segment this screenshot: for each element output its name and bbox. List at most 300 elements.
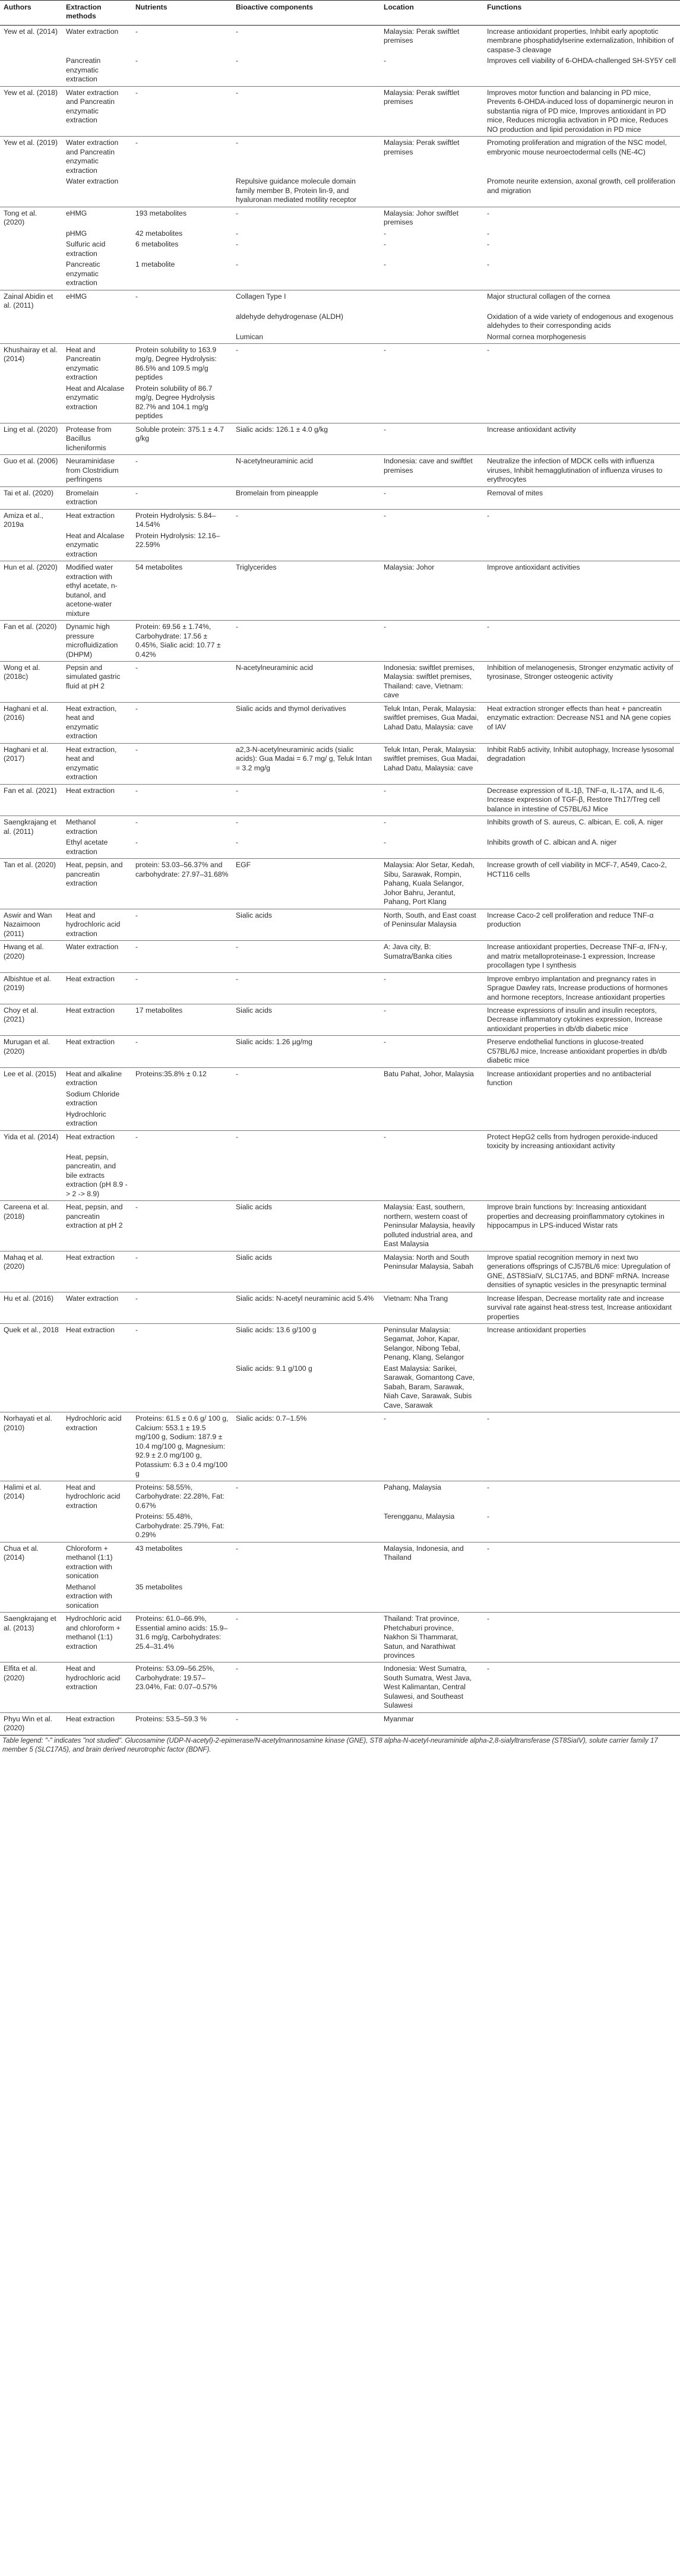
cell-functions: - [487, 1512, 490, 1521]
cell-functions: Increase expressions of insulin and insulin receptors, Decrease inflammatory cytokines expression, Increase antioxidant properties in db/db diabetic mice [483, 1004, 680, 1035]
cell-extraction-method: Ethyl acetate extraction [66, 838, 108, 856]
cell-functions: - [483, 343, 680, 384]
cell-nutrients: - [135, 56, 138, 65]
cell-authors: Fan et al. (2021) [0, 784, 62, 816]
cell-location: Malaysia: Johor swiftlet premises [380, 207, 483, 229]
cell-nutrients: 42 metabolites [135, 229, 183, 238]
cell-functions: Improve embryo implantation and pregnancy rates in Sprague Dawley rats, Increase productions of hormones and hormone receptors, Increase antioxidant properties [483, 972, 680, 1004]
cell-bioactive-components: - [232, 509, 380, 531]
cell-extraction-method: Heat extraction [62, 972, 132, 1004]
cell-authors [0, 1090, 62, 1110]
cell-location: Malaysia: Perak swiftlet premises [380, 86, 483, 136]
cell-nutrients: 35 metabolites [135, 1582, 183, 1591]
cell-location [380, 532, 483, 561]
cell-extraction-method: Water extraction and Pancreatin enzymatic extraction [62, 86, 132, 136]
table-row [0, 702, 680, 743]
cell-extraction-method: Heat, pepsin, and pancreatin extraction at pH 2 [62, 1201, 132, 1251]
cell-authors [0, 177, 62, 207]
cell-bioactive-components: Collagen Type I [232, 290, 380, 312]
table-row [0, 343, 680, 384]
cell-bioactive-components: - [232, 1130, 380, 1152]
cell-extraction-method: Sulfuric acid extraction [66, 240, 106, 258]
cell-authors: Yida et al. (2014) [0, 1130, 62, 1152]
cell-nutrients: - [132, 1251, 232, 1292]
cell-nutrients: - [132, 137, 232, 177]
cell-authors: Khushairay et al. (2014) [0, 343, 62, 384]
cell-authors: Mahaq et al. (2020) [0, 1251, 62, 1292]
cell-extraction-method: Hydrochloric acid extraction [62, 1412, 132, 1481]
header-location: Location [380, 1, 483, 26]
table-row [0, 384, 680, 423]
header-nutrients: Nutrients [132, 1, 232, 26]
header-extraction-methods: Extraction methods [62, 1, 132, 26]
cell-nutrients: Protein: 69.56 ± 1.74%, Carbohydrate: 17.56 ± 0.45%, Sialic acid: 10.77 ± 0.42% [132, 621, 232, 662]
cell-bioactive-components: - [232, 784, 380, 816]
cell-nutrients: Proteins: 61.0–66.9%, Essential amino acids: 15.9–31.6 mg/g, Carbohydrates: 25.4–31.4% [132, 1613, 232, 1662]
cell-bioactive-components [232, 1583, 380, 1613]
cell-nutrients: - [132, 1036, 232, 1067]
cell-functions [483, 1090, 680, 1110]
cell-nutrients: - [132, 455, 232, 486]
table-row [0, 1613, 680, 1662]
cell-extraction-method: Heat extraction [62, 1036, 132, 1067]
cell-extraction-method [62, 1512, 132, 1542]
cell-functions: Improve brain functions by: Increasing antioxidant properties and decreasing proinflammatory cytokines in hippocampus in LPS-induced Wistar rats [483, 1201, 680, 1251]
cell-authors: Yew et al. (2019) [0, 137, 62, 177]
cell-extraction-method: Heat and hydrochloric acid extraction [62, 1481, 132, 1512]
cell-extraction-method: Heat, pepsin, and pancreatin extraction [62, 859, 132, 909]
cell-nutrients: Proteins:35.8% ± 0.12 [132, 1067, 232, 1089]
cell-functions: Protect HepG2 cells from hydrogen peroxide-induced toxicity by increasing antioxidant activity [483, 1130, 680, 1152]
cell-bioactive-components: Sialic acids: 13.6 g/100 g [232, 1324, 380, 1364]
table-row [0, 1153, 680, 1201]
cell-extraction-method: Hydrochloric acid and chloroform + methanol (1:1) extraction [62, 1613, 132, 1662]
table-row [0, 1090, 680, 1110]
cell-bioactive-components: - [232, 86, 380, 136]
cell-location: North, South, and East coast of Peninsular Malaysia [380, 909, 483, 940]
table-row [0, 509, 680, 531]
cell-functions: Improve antioxidant activities [483, 561, 680, 621]
cell-extraction-method: Methanol extraction with sonication [66, 1582, 112, 1610]
cell-functions: Normal cornea morphogenesis [487, 332, 586, 341]
cell-extraction-method: eHMG [62, 207, 132, 229]
cell-bioactive-components: - [232, 621, 380, 662]
cell-authors: Hu et al. (2016) [0, 1292, 62, 1323]
table-row [0, 561, 680, 621]
cell-authors: Elfita et al. (2020) [0, 1662, 62, 1712]
table-row [0, 1004, 680, 1035]
cell-authors [0, 1512, 62, 1542]
cell-nutrients: - [135, 838, 138, 847]
table-row [0, 784, 680, 816]
cell-location: - [380, 1412, 483, 1481]
table-row [0, 909, 680, 940]
cell-functions: Increase antioxidant properties, Decrease TNF-α, IFN-γ, and matrix metalloproteinase-1 expression, Increase procollagen type I synthesis [483, 941, 680, 972]
cell-authors: Phyu Win et al. (2020) [0, 1712, 62, 1734]
cell-functions: - [483, 1542, 680, 1582]
cell-bioactive-components: N-acetylneuraminic acid [232, 455, 380, 486]
cell-extraction-method: Neuraminidase from Clostridium perfringens [62, 455, 132, 486]
cell-nutrients: - [132, 662, 232, 703]
cell-nutrients: - [132, 972, 232, 1004]
table-row [0, 816, 680, 838]
cell-location [380, 177, 483, 207]
cell-location: East Malaysia: Sarikei, Sarawak, Gomantong Cave, Sabah, Baram, Sarawak, Niah Cave, Sarawak, Subis Cave, Sarawak [384, 1364, 475, 1409]
cell-bioactive-components: - [232, 1712, 380, 1734]
cell-bioactive-components: EGF [232, 859, 380, 909]
cell-extraction-method: Heat and hydrochloric acid extraction [62, 909, 132, 940]
cell-functions [483, 1583, 680, 1613]
cell-authors [0, 532, 62, 561]
cell-location [380, 290, 483, 312]
cell-functions: Increase Caco-2 cell proliferation and reduce TNF-α production [483, 909, 680, 940]
table-row [0, 137, 680, 177]
cell-functions: Increase lifespan, Decrease mortality rate and increase survival rate against heat-stress test, Increase antioxidant properties [483, 1292, 680, 1323]
cell-functions: Inhibits growth of C. albican and A. niger [487, 838, 617, 847]
table-row [0, 743, 680, 784]
cell-authors: Lee et al. (2015) [0, 1067, 62, 1089]
table-body [0, 25, 680, 1734]
cell-extraction-method: Heat extraction [62, 1712, 132, 1734]
cell-authors [0, 56, 62, 86]
cell-authors: Zainal Abidin et al. (2011) [0, 290, 62, 312]
cell-functions: - [483, 1662, 680, 1712]
cell-bioactive-components [232, 384, 380, 423]
cell-nutrients: - [132, 25, 232, 56]
cell-location: Indonesia: West Sumatra, South Sumatra, West Java, West Kalimantan, Central Sulawesi, and Southeast Sulawesi [380, 1662, 483, 1712]
table-row [0, 1583, 680, 1613]
cell-location: Myanmar [380, 1712, 483, 1734]
cell-bioactive-components: Sialic acids: 1.26 µg/mg [232, 1036, 380, 1067]
cell-extraction-method: Heat extraction [62, 1004, 132, 1035]
cell-location: - [380, 972, 483, 1004]
cell-location: - [384, 260, 387, 269]
cell-nutrients [132, 177, 232, 207]
cell-location [380, 1110, 483, 1130]
table-row [0, 25, 680, 56]
cell-extraction-method: Bromelain extraction [62, 486, 132, 509]
cell-functions: - [483, 207, 680, 229]
cell-extraction-method: Heat extraction [62, 784, 132, 816]
cell-nutrients: Protein solubility to 163.9 mg/g, Degree Hydrolysis: 86.5% and 109.5 mg/g peptides [132, 343, 232, 384]
cell-authors [0, 260, 62, 290]
cell-bioactive-components: - [232, 941, 380, 972]
cell-bioactive-components: - [232, 816, 380, 838]
cell-nutrients: Protein solubility of 86.7 mg/g, Degree Hydrolysis 82.7% and 104.1 mg/g peptides [135, 384, 215, 421]
cell-bioactive-components: - [232, 972, 380, 1004]
cell-authors: Haghani et al. (2016) [0, 702, 62, 743]
cell-nutrients: Soluble protein: 375.1 ± 4.7 g/kg [132, 423, 232, 454]
cell-authors [0, 1583, 62, 1613]
cell-nutrients: Proteins: 53.5–59.3 % [132, 1712, 232, 1734]
cell-location: Malaysia: East, southern, northern, western coast of Peninsular Malaysia, heavily polluted industrial area, and East Malaysia [380, 1201, 483, 1251]
cell-bioactive-components: - [236, 240, 239, 249]
cell-functions [483, 1110, 680, 1130]
cell-nutrients: Protein Hydrolysis: 12.16–22.59% [135, 531, 220, 549]
cell-functions: Increase antioxidant activity [483, 423, 680, 454]
cell-functions [483, 532, 680, 561]
cell-nutrients [132, 1090, 232, 1110]
cell-nutrients: Protein Hydrolysis: 5.84–14.54% [132, 509, 232, 531]
cell-location: Malaysia: Perak swiftlet premises [380, 25, 483, 56]
cell-nutrients: - [132, 290, 232, 312]
cell-extraction-method: Dynamic high pressure microfluidization (DHPM) [62, 621, 132, 662]
table-row [0, 972, 680, 1004]
cell-location: - [380, 423, 483, 454]
cell-authors [0, 229, 62, 240]
cell-extraction-method: Heat extraction, heat and enzymatic extraction [62, 743, 132, 784]
cell-nutrients [132, 1364, 232, 1412]
cell-bioactive-components: - [232, 25, 380, 56]
cell-authors [0, 1153, 62, 1201]
cell-nutrients: - [132, 702, 232, 743]
cell-location: Malaysia: Johor [380, 561, 483, 621]
cell-location [380, 1090, 483, 1110]
cell-nutrients: - [132, 816, 232, 838]
cell-nutrients: - [132, 784, 232, 816]
cell-authors: Norhayati et al. (2010) [0, 1412, 62, 1481]
table-row [0, 1662, 680, 1712]
cell-bioactive-components: Sialic acids [232, 1201, 380, 1251]
cell-location: Malaysia: Perak swiftlet premises [380, 137, 483, 177]
table-row [0, 1364, 680, 1412]
table-row [0, 207, 680, 229]
cell-location [380, 1153, 483, 1201]
cell-location: A: Java city, B: Sumatra/Banka cities [380, 941, 483, 972]
cell-bioactive-components: - [232, 1481, 380, 1512]
cell-nutrients: - [132, 743, 232, 784]
cell-functions: Oxidation of a wide variety of endogenous and exogenous aldehydes to their corresponding acids [487, 312, 673, 330]
header-authors: Authors [0, 1, 62, 26]
cell-bioactive-components [232, 1090, 380, 1110]
cell-nutrients: - [132, 486, 232, 509]
cell-location: Malaysia, Indonesia, and Thailand [380, 1542, 483, 1582]
cell-nutrients: - [132, 86, 232, 136]
cell-bioactive-components [232, 1153, 380, 1201]
cell-location: Malaysia: North and South Peninsular Malaysia, Sabah [380, 1251, 483, 1292]
cell-functions: Promote neurite extension, axonal growth, cell proliferation and migration [487, 177, 676, 195]
cell-authors: Quek et al., 2018 [0, 1324, 62, 1364]
table-row [0, 1481, 680, 1512]
cell-authors [0, 333, 62, 344]
cell-location: Pahang, Malaysia [380, 1481, 483, 1512]
cell-bioactive-components: - [232, 343, 380, 384]
cell-authors: Hwang et al. (2020) [0, 941, 62, 972]
cell-authors: Halimi et al. (2014) [0, 1481, 62, 1512]
table-row [0, 240, 680, 260]
cell-location [380, 312, 483, 333]
cell-authors: Saengkrajang et al. (2013) [0, 1613, 62, 1662]
cell-authors: Tan et al. (2020) [0, 859, 62, 909]
table-row [0, 859, 680, 909]
cell-nutrients: 193 metabolites [132, 207, 232, 229]
cell-authors [0, 838, 62, 858]
cell-bioactive-components [232, 1110, 380, 1130]
cell-extraction-method: Methanol extraction [62, 816, 132, 838]
table-row [0, 486, 680, 509]
cell-nutrients: Proteins: 53.09–56.25%, Carbohydrate: 19.57–23.04%, Fat: 0.07–0.57% [132, 1662, 232, 1712]
cell-authors: Yew et al. (2014) [0, 25, 62, 56]
table-row [0, 662, 680, 703]
cell-nutrients: protein: 53.03–56.37% and carbohydrate: 27.97–31.68% [132, 859, 232, 909]
cell-bioactive-components: - [232, 1067, 380, 1089]
cell-location: Batu Pahat, Johor, Malaysia [380, 1067, 483, 1089]
header-bioactive-components: Bioactive components [232, 1, 380, 26]
cell-authors [0, 240, 62, 260]
table-row [0, 229, 680, 240]
cell-location: Indonesia: swiftlet premises, Malaysia: swiftlet premises, Thailand: cave, Vietnam: cave [380, 662, 483, 703]
cell-nutrients: 43 metabolites [132, 1542, 232, 1582]
cell-functions: Preserve endothelial functions in glucose-treated C57BL/6J mice, Increase antioxidant properties in db/db diabetic mice [483, 1036, 680, 1067]
cell-nutrients: 1 metabolite [135, 260, 175, 269]
table-row [0, 621, 680, 662]
cell-functions [483, 1153, 680, 1201]
cell-authors: Aswir and Wan Nazaimoon (2011) [0, 909, 62, 940]
cell-extraction-method: Chloroform + methanol (1:1) extraction with sonication [62, 1542, 132, 1582]
cell-nutrients: - [132, 1324, 232, 1364]
cell-extraction-method: Heat and alkaline extraction [62, 1067, 132, 1089]
cell-location: - [380, 509, 483, 531]
cell-bioactive-components: - [232, 207, 380, 229]
cell-location: Thailand: Trat province, Phetchaburi province, Nakhon Si Thammarat, Satun, and Narathiwat provinces [380, 1613, 483, 1662]
cell-functions: Inhibits growth of S. aureus, C. albican, E. coli, A. niger [483, 816, 680, 838]
cell-location: - [380, 1004, 483, 1035]
cell-bioactive-components: - [232, 137, 380, 177]
cell-authors: Haghani et al. (2017) [0, 743, 62, 784]
cell-nutrients [132, 333, 232, 344]
cell-extraction-method: Heat, pepsin, pancreatin, and bile extracts extraction (pH 8.9 -> 2 -> 8.9) [66, 1152, 128, 1198]
cell-extraction-method: eHMG [62, 290, 132, 312]
cell-authors: Amiza et al., 2019a [0, 509, 62, 531]
cell-location: - [384, 56, 387, 65]
cell-authors: Tai et al. (2020) [0, 486, 62, 509]
cell-functions: Inhibition of melanogenesis, Stronger enzymatic activity of tyrosinase, Stronger osteogenic activity [483, 662, 680, 703]
cell-authors: Fan et al. (2020) [0, 621, 62, 662]
cell-nutrients: 6 metabolites [135, 240, 179, 249]
cell-extraction-method: Water extraction [62, 25, 132, 56]
cell-bioactive-components: Triglycerides [232, 561, 380, 621]
cell-bioactive-components [232, 532, 380, 561]
cell-bioactive-components: - [236, 56, 239, 65]
table-row [0, 1110, 680, 1130]
cell-location: - [384, 229, 387, 238]
cell-extraction-method: Heat extraction [62, 1251, 132, 1292]
cell-location: Terengganu, Malaysia [384, 1512, 455, 1521]
cell-functions: Major structural collagen of the cornea [483, 290, 680, 312]
cell-functions: - [483, 621, 680, 662]
header-row [0, 1, 680, 26]
table-row [0, 1712, 680, 1734]
cell-location: - [380, 621, 483, 662]
cell-extraction-method: Water extraction [62, 1292, 132, 1323]
cell-authors: Choy et al. (2021) [0, 1004, 62, 1035]
cell-functions: Improves cell viability of 6-OHDA-challenged SH-SY5Y cell [487, 56, 676, 65]
table-row [0, 177, 680, 207]
cell-extraction-method: Heat and Pancreatin enzymatic extraction [62, 343, 132, 384]
cell-nutrients [132, 1110, 232, 1130]
table-row [0, 423, 680, 454]
cell-extraction-method: Heat extraction [62, 1324, 132, 1364]
cell-nutrients [132, 312, 232, 333]
table-legend: Table legend: "-" indicates "not studied". Glucosamine (UDP-N-acetyl)-2-epimerase/N-acetylmannosamine kinase (GNE), ST8 alpha-N-acetyl-neuraminide alpha-2,8-sialyltransferase (ST8SiaIV), solute carrier family 17 member 5 (SLC17A5), and brain derived neurotrophic factor (BDNF). [2, 1737, 658, 1753]
cell-authors: Albishtue et al. (2019) [0, 972, 62, 1004]
cell-authors: Saengkrajang et al. (2011) [0, 816, 62, 838]
cell-bioactive-components: Sialic acids: 126.1 ± 4.0 g/kg [232, 423, 380, 454]
cell-functions: Increase antioxidant properties [483, 1324, 680, 1364]
cell-nutrients: Proteins: 58.55%, Carbohydrate: 22.28%, Fat: 0.67% [132, 1481, 232, 1512]
cell-location: - [384, 838, 387, 847]
table-row [0, 312, 680, 333]
cell-location: Vietnam: Nha Trang [380, 1292, 483, 1323]
cell-functions: Removal of mites [483, 486, 680, 509]
cell-nutrients: 54 metabolites [132, 561, 232, 621]
cell-location: - [380, 1036, 483, 1067]
table-row [0, 532, 680, 561]
cell-bioactive-components [232, 1512, 380, 1542]
cell-extraction-method: Hydrochloric extraction [66, 1110, 106, 1128]
cell-extraction-method: Heat extraction [62, 509, 132, 531]
cell-location: - [380, 486, 483, 509]
cell-functions: Improve spatial recognition memory in next two generations offsprings of CJ57BL/6 mice: Upregulation of GNE, ΔST8SiaIV, SLC17A5, and BDNF mRNA. Increase densities of synaptic vesicles in the presynaptic terminal [483, 1251, 680, 1292]
cell-bioactive-components: - [232, 1542, 380, 1582]
cell-functions: Increase antioxidant properties, Inhibit early apoptotic membrane phosphatidylserine externalization, Inhibition of caspase-3 cleavage [483, 25, 680, 56]
cell-bioactive-components: Sialic acids: 0.7–1.5% [232, 1412, 380, 1481]
header-functions: Functions [483, 1, 680, 26]
cell-bioactive-components: N-acetylneuraminic acid [232, 662, 380, 703]
cell-functions: Promoting proliferation and migration of the NSC model, embryonic mouse neuroectodermal cells (NE-4C) [483, 137, 680, 177]
cell-functions: Increase antioxidant properties and no antibacterial function [483, 1067, 680, 1089]
cell-bioactive-components: Repulsive guidance molecule domain family member B, Protein lin-9, and hyaluronan mediated motility receptor [236, 177, 357, 204]
table-row [0, 455, 680, 486]
cell-authors: Murugan et al. (2020) [0, 1036, 62, 1067]
cell-location [380, 333, 483, 344]
cell-location: - [380, 343, 483, 384]
cell-location [380, 384, 483, 423]
table-row [0, 838, 680, 858]
cell-authors [0, 1364, 62, 1412]
cell-functions: Inhibit Rab5 activity, Inhibit autophagy, Increase lysosomal degradation [483, 743, 680, 784]
cell-functions: - [483, 1412, 680, 1481]
cell-extraction-method: Pancreatic enzymatic extraction [66, 260, 100, 287]
cell-nutrients: Proteins: 55.48%, Carbohydrate: 25.79%, Fat: 0.29% [135, 1512, 224, 1540]
cell-bioactive-components: - [236, 838, 239, 847]
table-row [0, 1512, 680, 1542]
cell-nutrients: - [132, 941, 232, 972]
cell-location [380, 1583, 483, 1613]
cell-authors: Wong et al. (2018c) [0, 662, 62, 703]
cell-bioactive-components: Sialic acids and thymol derivatives [232, 702, 380, 743]
table-row [0, 1130, 680, 1152]
cell-extraction-method [62, 333, 132, 344]
table-row [0, 1542, 680, 1582]
cell-extraction-method: Heat and hydrochloric acid extraction [62, 1662, 132, 1712]
cell-bioactive-components: Sialic acids: 9.1 g/100 g [236, 1364, 312, 1373]
cell-location: - [380, 1130, 483, 1152]
cell-extraction-method: Heat and Alcalase enzymatic extraction [66, 384, 125, 411]
table-row [0, 86, 680, 136]
cell-authors: Yew et al. (2018) [0, 86, 62, 136]
cell-extraction-method: Water extraction and Pancreatin enzymatic extraction [62, 137, 132, 177]
cell-location: Indonesia: cave and swiftlet premises [380, 455, 483, 486]
cell-nutrients: 17 metabolites [132, 1004, 232, 1035]
cell-nutrients: - [132, 909, 232, 940]
cell-nutrients [132, 1153, 232, 1201]
table-row [0, 260, 680, 290]
table-row [0, 1324, 680, 1364]
cell-bioactive-components: - [236, 229, 239, 238]
cell-extraction-method: pHMG [66, 229, 87, 238]
table-row [0, 290, 680, 312]
